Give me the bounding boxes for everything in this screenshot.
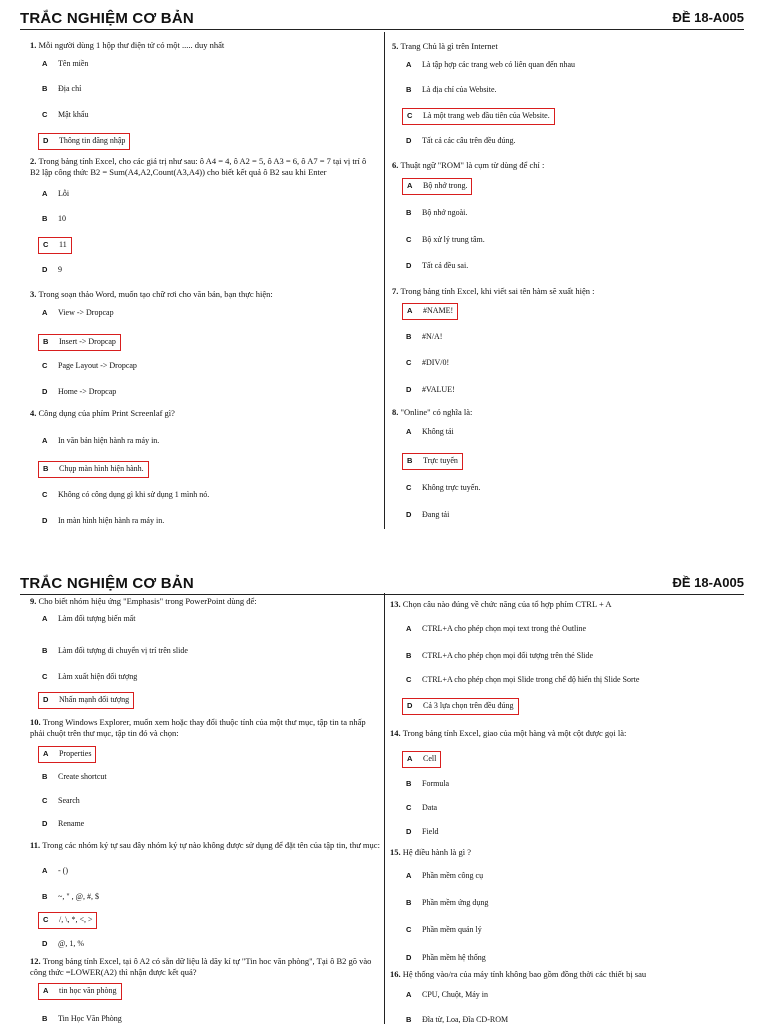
answer-option[interactable]: [38, 670, 141, 685]
option-letter: B: [406, 85, 412, 94]
option-letter: A: [42, 189, 48, 198]
option-text: Tất cả các câu trên đều đúng.: [422, 136, 516, 145]
answer-option-selected[interactable]: [402, 453, 463, 470]
option-text: tin học văn phòng: [59, 986, 117, 995]
question-number: 1.: [30, 40, 39, 50]
option-letter: D: [42, 819, 48, 828]
question-prompt: Trong bảng tính Excel, khi viết sai tên hàm sẽ xuất hiện :: [400, 286, 595, 296]
option-text: Làm đối tượng di chuyển vị trí trên slide: [58, 646, 188, 655]
answer-option[interactable]: [38, 359, 141, 374]
option-letter: C: [406, 675, 412, 684]
option-letter: B: [42, 772, 48, 781]
question-number: 2.: [30, 156, 39, 166]
answer-option[interactable]: [38, 794, 84, 809]
option-text: Không có công dụng gì khi sử dụng 1 mình nó.: [58, 490, 210, 499]
question-prompt: Chọn câu nào đúng về chức năng của tổ hợp phím CTRL + A: [402, 599, 612, 609]
option-text: Formula: [422, 779, 450, 788]
option-text: Home -> Dropcap: [58, 387, 117, 396]
answer-option[interactable]: [38, 212, 70, 227]
option-text: Tên miền: [58, 59, 89, 68]
option-text: Không tải: [422, 427, 454, 436]
exam-page-2: [0, 565, 768, 1024]
answer-option[interactable]: [402, 83, 501, 98]
option-letter: C: [42, 672, 48, 681]
option-text: Cả 3 lựa chọn trên đều đúng: [423, 701, 514, 710]
question-number: 4.: [30, 408, 39, 418]
question-prompt: Trong Windows Explorer, muốn xem hoặc thay đổi thuộc tính của một thư mục, tập tin ta nhấp phải chuột trên thư mục, tập tin đó và chọn:: [30, 717, 366, 738]
option-text: CTRL+A cho phép chọn mọi Slide trong chế độ hiển thị Slide Sorte: [422, 675, 640, 684]
answer-option[interactable]: [402, 896, 492, 911]
answer-option-selected[interactable]: [38, 237, 72, 254]
option-text: Bộ nhớ ngoài.: [422, 208, 468, 217]
option-text: Lỗi: [58, 189, 70, 198]
option-letter: A: [42, 436, 48, 445]
option-letter: A: [42, 866, 48, 875]
option-letter: B: [407, 456, 413, 465]
answer-option-selected[interactable]: [402, 751, 441, 768]
answer-option[interactable]: [402, 206, 471, 221]
page-header: [0, 0, 768, 30]
option-letter: D: [42, 265, 48, 274]
option-text: 10: [58, 214, 66, 223]
question-text: [30, 40, 224, 51]
answer-option[interactable]: [402, 951, 490, 966]
answer-option[interactable]: [38, 937, 88, 952]
option-text: View -> Dropcap: [58, 308, 114, 317]
answer-option[interactable]: [402, 825, 442, 840]
answer-option[interactable]: [402, 923, 486, 938]
option-text: Là địa chỉ của Website.: [422, 85, 497, 94]
option-letter: D: [406, 953, 412, 962]
question-prompt: Mỗi người dùng 1 hộp thư điện tử có một ..... duy nhất: [38, 40, 225, 50]
option-letter: D: [42, 516, 48, 525]
option-text: Phần mềm công cụ: [422, 871, 484, 880]
option-letter: D: [406, 385, 412, 394]
option-text: Phần mềm quản lý: [422, 925, 482, 934]
answer-option[interactable]: [38, 612, 139, 627]
option-text: Phần mềm hệ thống: [422, 953, 486, 962]
header-divider: [20, 594, 744, 595]
answer-option[interactable]: [38, 263, 66, 278]
option-letter: D: [406, 136, 412, 145]
question-text: [30, 596, 257, 607]
option-text: Mật khẩu: [58, 110, 89, 119]
answer-option[interactable]: [38, 82, 85, 97]
option-letter: A: [43, 986, 49, 995]
option-letter: D: [406, 510, 412, 519]
answer-option[interactable]: [402, 233, 489, 248]
option-letter: A: [406, 871, 412, 880]
option-letter: A: [406, 60, 412, 69]
option-letter: D: [407, 701, 413, 710]
option-text: Page Layout -> Dropcap: [58, 361, 137, 370]
option-letter: C: [43, 240, 49, 249]
option-letter: B: [43, 464, 49, 473]
answer-option[interactable]: [402, 134, 520, 149]
option-letter: D: [42, 939, 48, 948]
option-letter: B: [406, 208, 412, 217]
option-text: Search: [58, 796, 80, 805]
question-text: [392, 160, 544, 171]
option-text: - (): [58, 866, 68, 875]
question-text: [390, 969, 646, 980]
option-letter: B: [42, 892, 48, 901]
question-text: [30, 840, 380, 851]
option-letter: A: [407, 754, 413, 763]
option-letter: B: [42, 84, 48, 93]
answer-option[interactable]: [402, 481, 484, 496]
question-text: [392, 41, 498, 52]
option-text: Làm đối tượng biến mất: [58, 614, 136, 623]
answer-option[interactable]: [402, 508, 453, 523]
option-letter: A: [406, 427, 412, 436]
answer-option[interactable]: [402, 356, 453, 371]
option-letter: A: [407, 181, 413, 190]
option-letter: C: [406, 358, 412, 367]
option-letter: C: [406, 803, 412, 812]
option-text: Create shortcut: [58, 772, 107, 781]
option-letter: C: [406, 235, 412, 244]
question-prompt: Hệ điều hành là gì ?: [402, 847, 471, 857]
question-prompt: Trang Chủ là gì trên Internet: [400, 41, 498, 51]
answer-option[interactable]: [402, 777, 453, 792]
answer-option-selected[interactable]: [38, 746, 96, 763]
question-text: [390, 599, 612, 610]
option-text: Trực tuyến: [423, 456, 458, 465]
question-prompt: Hệ thống vào/ra của máy tính không bao gồm đồng thời các thiết bị sau: [402, 969, 647, 979]
question-text: [30, 717, 375, 739]
column-divider: [384, 32, 385, 529]
option-letter: C: [407, 111, 413, 120]
exam-code: ĐỀ 18-A005: [672, 575, 744, 590]
option-letter: D: [406, 261, 412, 270]
option-text: @, 1, %: [58, 939, 85, 948]
option-text: /, \, *, <, >: [59, 915, 93, 924]
option-letter: B: [406, 779, 412, 788]
option-letter: C: [43, 915, 49, 924]
answer-option-selected[interactable]: [38, 461, 149, 478]
option-letter: C: [406, 925, 412, 934]
option-letter: B: [406, 898, 412, 907]
answer-option[interactable]: [38, 488, 213, 503]
answer-option-selected[interactable]: [38, 133, 130, 150]
question-number: 9.: [30, 596, 39, 606]
question-prompt: Thuật ngữ "ROM" là cụm từ dùng để chỉ :: [400, 160, 545, 170]
question-number: 8.: [392, 407, 401, 417]
option-letter: D: [42, 387, 48, 396]
option-letter: A: [43, 749, 49, 758]
option-letter: C: [42, 361, 48, 370]
answer-option[interactable]: [402, 425, 458, 440]
option-text: In văn bản hiện hành ra máy in.: [58, 436, 160, 445]
option-text: Đang tải: [422, 510, 450, 519]
question-prompt: "Online" có nghĩa là:: [400, 407, 473, 417]
exam-title: TRẮC NGHIỆM CƠ BẢN: [20, 575, 194, 592]
question-prompt: Cho biết nhóm hiệu ứng "Emphasis" trong PowerPoint dùng để:: [38, 596, 257, 606]
option-text: Rename: [58, 819, 85, 828]
option-text: CTRL+A cho phép chọn mọi text trong thẻ Outline: [422, 624, 587, 633]
option-text: Nhấn mạnh đối tượng: [59, 695, 130, 704]
option-text: #DIV/0!: [422, 358, 450, 367]
answer-option[interactable]: [38, 864, 72, 879]
option-letter: A: [42, 614, 48, 623]
question-number: 14.: [390, 728, 403, 738]
answer-option[interactable]: [402, 801, 441, 816]
option-text: Địa chỉ: [58, 84, 82, 93]
option-text: Tất cả đều sai.: [422, 261, 469, 270]
answer-option[interactable]: [38, 57, 92, 72]
question-prompt: Trong soạn thảo Word, muốn tạo chữ rơi cho văn bản, bạn thực hiện:: [38, 289, 273, 299]
option-text: Properties: [59, 749, 92, 758]
option-text: Bộ xử lý trung tâm.: [422, 235, 485, 244]
answer-option[interactable]: [38, 644, 192, 659]
option-text: Cell: [423, 754, 437, 763]
option-letter: A: [407, 306, 413, 315]
option-letter: C: [42, 796, 48, 805]
option-letter: C: [42, 490, 48, 499]
option-text: Phần mềm ứng dụng: [422, 898, 489, 907]
option-letter: C: [406, 483, 412, 492]
question-number: 16.: [390, 969, 403, 979]
answer-option[interactable]: [402, 988, 492, 1003]
question-text: [30, 289, 273, 300]
option-text: Data: [422, 803, 438, 812]
option-letter: B: [406, 651, 412, 660]
question-prompt: Trong bảng tính Excel, giao của một hàng và một cột được gọi là:: [402, 728, 627, 738]
option-text: #NAME!: [423, 306, 454, 315]
answer-option[interactable]: [402, 673, 643, 688]
question-number: 11.: [30, 840, 43, 850]
answer-option[interactable]: [38, 306, 118, 321]
answer-option[interactable]: [402, 330, 446, 345]
answer-option-selected[interactable]: [402, 178, 472, 195]
option-text: 11: [59, 240, 67, 249]
column-divider: [384, 593, 385, 1024]
question-text: [392, 407, 472, 418]
option-text: CTRL+A cho phép chọn mọi đối tượng trên thẻ Slide: [422, 651, 594, 660]
answer-option[interactable]: [38, 817, 88, 832]
option-text: Chụp màn hình hiện hành.: [59, 464, 144, 473]
question-text: [30, 408, 175, 419]
question-number: 5.: [392, 41, 401, 51]
question-number: 12.: [30, 956, 43, 966]
answer-option[interactable]: [38, 434, 163, 449]
question-text: [390, 847, 471, 858]
answer-option[interactable]: [38, 1012, 126, 1027]
option-text: Field: [422, 827, 439, 836]
answer-option[interactable]: [402, 58, 579, 73]
option-letter: D: [43, 136, 49, 145]
answer-option[interactable]: [38, 108, 92, 123]
option-letter: B: [406, 1015, 412, 1024]
option-letter: A: [406, 624, 412, 633]
question-number: 15.: [390, 847, 403, 857]
option-text: Không trực tuyến.: [422, 483, 481, 492]
answer-option[interactable]: [38, 385, 120, 400]
answer-option-selected[interactable]: [38, 334, 121, 351]
answer-option-selected[interactable]: [402, 108, 555, 125]
answer-option[interactable]: [38, 890, 103, 905]
answer-option[interactable]: [402, 1013, 512, 1028]
option-letter: A: [42, 308, 48, 317]
answer-option[interactable]: [38, 187, 73, 202]
option-text: CPU, Chuột, Máy in: [422, 990, 489, 999]
option-text: In màn hình hiện hành ra máy in.: [58, 516, 165, 525]
option-text: 9: [58, 265, 62, 274]
answer-option[interactable]: [402, 259, 472, 274]
option-letter: B: [42, 646, 48, 655]
option-text: Insert -> Dropcap: [59, 337, 116, 346]
exam-code: ĐỀ 18-A005: [672, 10, 744, 25]
option-text: Bộ nhớ trong.: [423, 181, 468, 190]
answer-option-selected[interactable]: [38, 983, 122, 1000]
option-text: Tin Học Văn Phòng: [58, 1014, 122, 1023]
question-number: 6.: [392, 160, 401, 170]
question-number: 13.: [390, 599, 403, 609]
option-text: #VALUE!: [422, 385, 455, 394]
option-text: ~, " , @, #, $: [58, 892, 99, 901]
question-prompt: Trong bảng tính Excel, cho các giá trị như sau: ô A4 = 4, ô A2 = 5, ô A3 = 6, ô A7 = 7 tại vị trí ô B2 lập công thức B2 = Sum(A4,A2,Count(A3,A4)) cho biết kết quả ô B2 sau khi Enter: [30, 156, 367, 177]
option-text: Là tập hợp các trang web có liên quan đến nhau: [422, 60, 576, 69]
option-text: Là một trang web đầu tiên của Website.: [423, 111, 550, 120]
option-text: Làm xuất hiện đối tượng: [58, 672, 138, 681]
answer-option[interactable]: [402, 383, 459, 398]
option-letter: A: [406, 990, 412, 999]
question-number: 7.: [392, 286, 401, 296]
header-divider: [20, 29, 744, 30]
question-text: [30, 156, 370, 178]
option-letter: B: [42, 1014, 48, 1023]
question-text: [392, 286, 594, 297]
answer-option[interactable]: [402, 649, 597, 664]
option-letter: D: [406, 827, 412, 836]
question-number: 3.: [30, 289, 39, 299]
answer-option-selected[interactable]: [38, 912, 97, 929]
answer-option-selected[interactable]: [38, 692, 134, 709]
option-text: Thông tin đăng nhập: [59, 136, 126, 145]
answer-option[interactable]: [402, 869, 487, 884]
answer-option-selected[interactable]: [402, 698, 519, 715]
option-letter: D: [43, 695, 49, 704]
question-prompt: Trong các nhóm ký tự sau đây nhóm ký tự nào không được sử dụng để đặt tên của tập tin, thư mục:: [42, 840, 380, 850]
answer-option[interactable]: [402, 622, 590, 637]
option-letter: B: [43, 337, 49, 346]
exam-title: TRẮC NGHIỆM CƠ BẢN: [20, 10, 194, 27]
question-prompt: Công dụng của phím Print Screenlaf gì?: [38, 408, 175, 418]
option-letter: B: [406, 332, 412, 341]
option-letter: A: [42, 59, 48, 68]
page-header: [0, 565, 768, 595]
option-letter: B: [42, 214, 48, 223]
question-number: 10.: [30, 717, 43, 727]
question-prompt: Trong bảng tính Excel, tại ô A2 có sẵn dữ liệu là dãy kí tự "Tin hoc văn phòng", Tại ô B2 gõ vào công thức =LOWER(A2) thì nhận được kết quả?: [30, 956, 372, 977]
answer-option[interactable]: [38, 514, 168, 529]
option-text: Đĩa từ, Loa, Đĩa CD-ROM: [422, 1015, 509, 1024]
question-text: [390, 728, 626, 739]
option-text: #N/A!: [422, 332, 443, 341]
answer-option[interactable]: [38, 770, 111, 785]
question-text: [30, 956, 375, 978]
option-letter: C: [42, 110, 48, 119]
answer-option-selected[interactable]: [402, 303, 458, 320]
